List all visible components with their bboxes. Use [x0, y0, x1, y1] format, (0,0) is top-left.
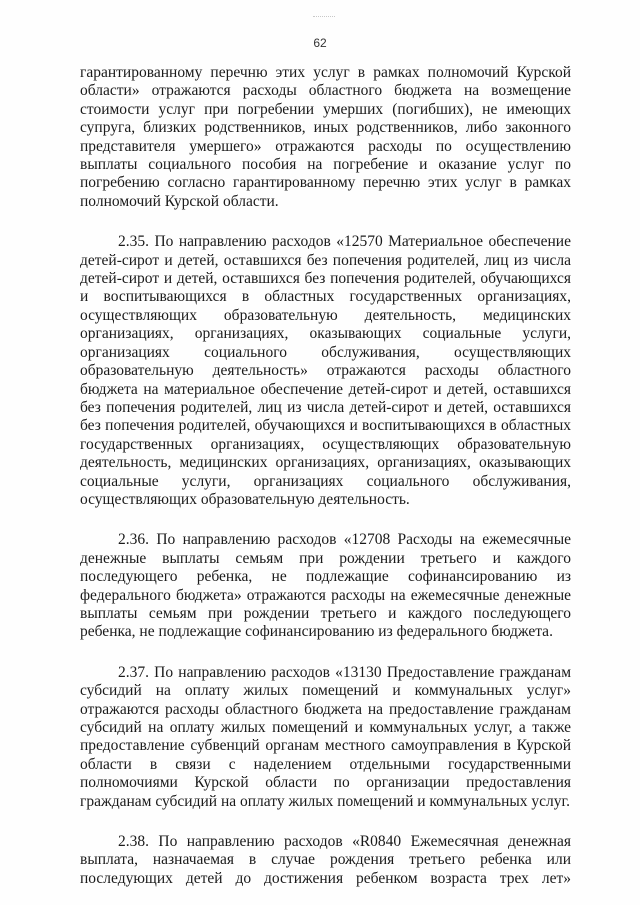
document-body — [80, 64, 571, 888]
paragraph-2-35: 2.35. По направлению расходов «12570 Материальное обеспечение детей-сирот и детей, оставшихся без попечения родителей, лиц из числа детей-сирот и детей, оставшихся без попечения родителей, обучающихся и воспитывающихся в областных государственных организациях, осуществляющих образовательную деятельность, медицинских организациях, организациях, оказывающих социальные услуги, организациях социального обслуживания, осуществляющих образовательную деятельность» отражаются расходы областного бюджета на материальное обеспечение детей-сирот и детей, оставшихся без попечения родителей, лиц из числа детей-сирот и детей, оставшихся без попечения родителей, обучающихся и воспитывающихся в областных государственных организациях, осуществляющих образовательную деятельность, медицинских организациях, организациях, оказывающих социальные услуги, организациях социального обслуживания, осуществляющих образовательную деятельность. — [80, 233, 571, 508]
scan-artifact — [313, 16, 335, 20]
paragraph-2-38: 2.38. По направлению расходов «R0840 Ежемесячная денежная выплата, назначаемая в случае рождения третьего ребенка или последующих детей до достижения ребенком возраста трех лет» — [80, 833, 571, 887]
paragraph-continuation: гарантированному перечню этих услуг в рамках полномочий Курской области» отражаются расходы областного бюджета на возмещение стоимости услуг при погребении умерших (погибших), не имеющих супруга, близких родственников, иных родственников, либо законного представителя умершего» отражаются расходы по осуществлению выплаты социального пособия на погребение и оказание услуг по погребению согласно гарантированному перечню этих услуг в рамках полномочий Курской области. — [80, 64, 571, 210]
paragraph-2-37: 2.37. По направлению расходов «13130 Предоставление гражданам субсидий на оплату жилых помещений и коммунальных услуг» отражаются расходы областного бюджета на предоставление гражданам субсидий на оплату жилых помещений и коммунальных услуг, а также предоставление субвенций органам местного самоуправления в Курской области в связи с наделением отдельными государственными полномочиями Курской области по организации предоставления гражданам субсидий на оплату жилых помещений и коммунальных услуг. — [80, 663, 571, 810]
paragraph-2-36: 2.36. По направлению расходов «12708 Расходы на ежемесячные денежные выплаты семьям при рождении третьего и каждого последующего ребенка, не подлежащие софинансированию из федерального бюджета» отражаются расходы на ежемесячные денежные выплаты семьям при рождении третьего и каждого последующего ребенка, не подлежащие софинансированию из федерального бюджета. — [80, 531, 571, 641]
page-number: 62 — [313, 36, 327, 50]
